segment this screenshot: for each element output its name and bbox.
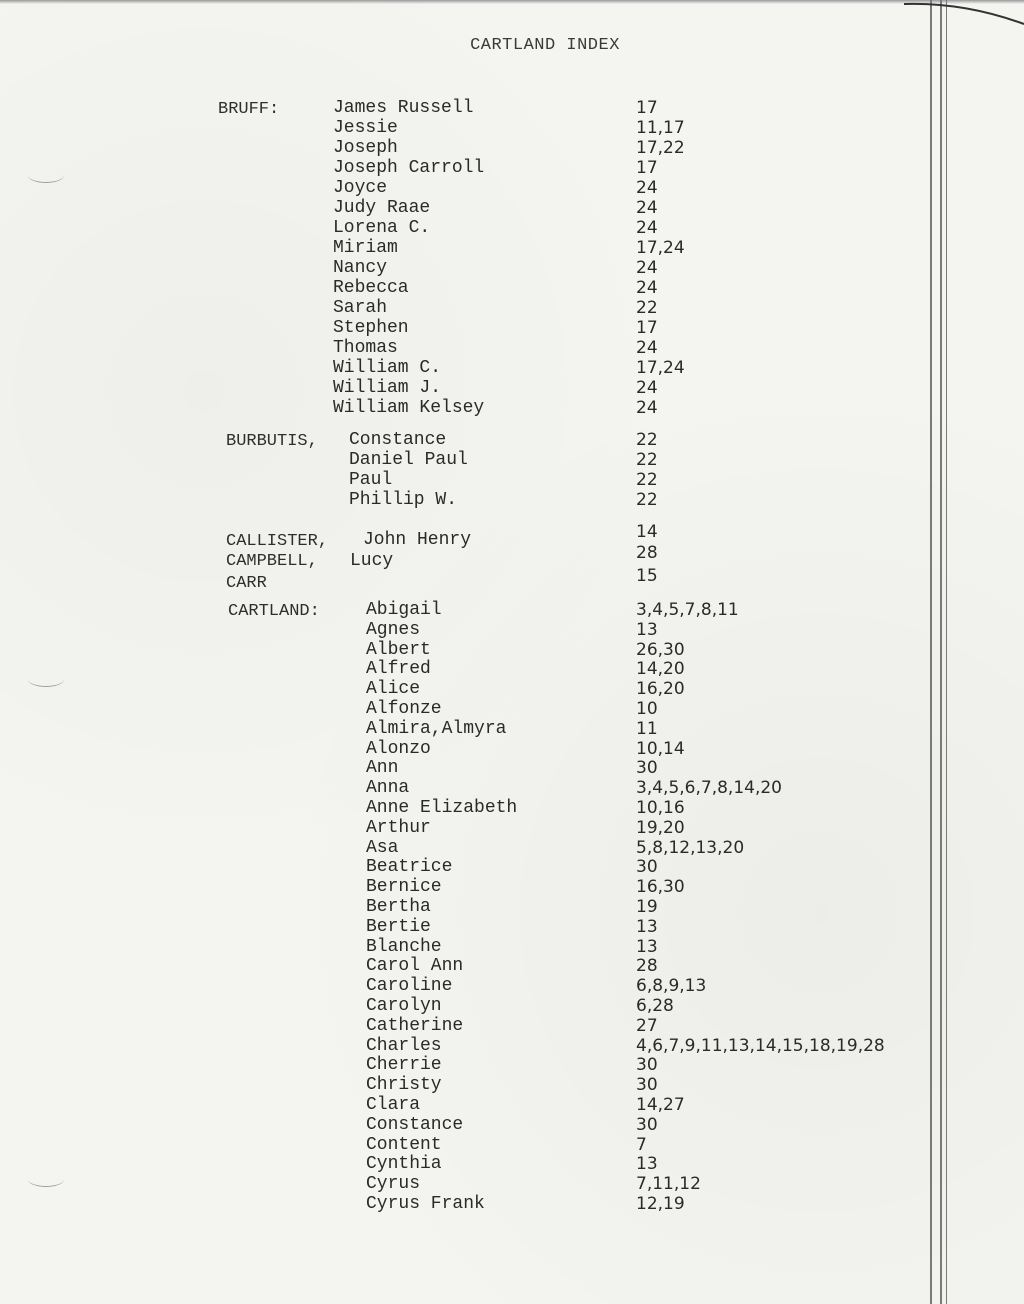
page-references: 6,28 <box>636 996 674 1016</box>
given-name: Constance <box>366 1114 464 1135</box>
given-name: Daniel Paul <box>349 450 468 470</box>
given-name: Miriam <box>333 238 398 258</box>
page-references: 24 <box>636 378 658 398</box>
page-references: 19,20 <box>636 817 685 838</box>
given-name: Thomas <box>333 338 398 358</box>
given-name: Judy Raae <box>333 198 431 218</box>
given-name: Cyrus <box>366 1174 421 1195</box>
page-references: 17 <box>636 318 658 338</box>
page-references: 22 <box>636 490 658 510</box>
page-references: 22 <box>636 450 658 470</box>
page-top-edge <box>0 0 1024 4</box>
page-references: 14,20 <box>636 659 685 680</box>
page-references: 3,4,5,7,8,11 <box>636 600 739 620</box>
given-name: Bernice <box>366 877 442 898</box>
page-references: 30 <box>636 857 658 878</box>
given-name: Phillip W. <box>349 490 458 510</box>
given-name: Alfonze <box>366 699 442 719</box>
page-title: CARTLAND INDEX <box>470 36 620 55</box>
given-name: William Kelsey <box>333 398 485 418</box>
given-name: Cherrie <box>366 1055 442 1076</box>
page-references: 17,22 <box>636 138 685 158</box>
given-name: Stephen <box>333 318 409 338</box>
margin-rule <box>930 0 932 1304</box>
given-name: Anna <box>366 778 410 799</box>
given-name: Paul <box>349 470 393 490</box>
page-references: 24 <box>636 198 658 218</box>
given-name: Charles <box>366 1035 442 1056</box>
page-references: 22 <box>636 298 658 318</box>
page-references: 24 <box>636 218 658 238</box>
page-references: 28 <box>636 956 658 977</box>
margin-rule <box>940 0 942 1304</box>
given-name: Catherine <box>366 1015 464 1036</box>
given-name: Beatrice <box>366 857 453 878</box>
page-references: 13 <box>636 619 658 640</box>
punch-hole-mark <box>28 168 64 183</box>
given-name: Ann <box>366 758 399 779</box>
page-references: 11,17 <box>636 118 685 138</box>
page-references: 17,24 <box>636 238 685 258</box>
given-name: Lorena C. <box>333 218 431 238</box>
given-name: Alonzo <box>366 738 431 759</box>
given-name: Alfred <box>366 659 431 680</box>
given-name: Anne Elizabeth <box>366 798 518 818</box>
given-name: William J. <box>333 378 442 398</box>
given-name: Cyrus Frank <box>366 1194 485 1214</box>
page-references: 15 <box>636 566 658 586</box>
page-references: 4,6,7,9,11,13,14,15,18,19,28 <box>636 1035 885 1056</box>
given-name: Nancy <box>333 258 388 278</box>
page-references: 13 <box>636 916 658 937</box>
page-corner-curl <box>904 0 1024 30</box>
given-name: Carol Ann <box>366 956 464 977</box>
given-name: Carolyn <box>366 996 442 1016</box>
given-name: Arthur <box>366 817 431 838</box>
surname-heading: CAMPBELL, <box>226 552 318 571</box>
page-references: 30 <box>636 1055 658 1076</box>
page-references: 22 <box>636 430 658 450</box>
surname-heading: CALLISTER, <box>226 532 329 551</box>
given-name: Content <box>366 1134 442 1155</box>
given-name: Asa <box>366 837 399 858</box>
surname-heading: CARR <box>226 574 267 593</box>
page-references: 13 <box>636 1154 658 1175</box>
surname-heading: BRUFF: <box>218 100 280 119</box>
given-name: Joyce <box>333 178 388 198</box>
page-references: 10 <box>636 699 658 719</box>
page-references: 5,8,12,13,20 <box>636 837 745 858</box>
page-references: 12,19 <box>636 1194 685 1214</box>
punch-hole-mark <box>28 672 64 687</box>
page-references: 17,24 <box>636 358 685 378</box>
given-name: Joseph Carroll <box>333 158 485 178</box>
page-references: 27 <box>636 1015 658 1036</box>
given-name: Bertie <box>366 916 431 937</box>
page-references: 30 <box>636 1114 658 1135</box>
given-name: Caroline <box>366 976 453 997</box>
given-name: Joseph <box>333 138 398 158</box>
given-name: Clara <box>366 1095 421 1115</box>
page-references: 30 <box>636 758 658 779</box>
page-references: 13 <box>636 936 658 957</box>
given-name: Lucy <box>350 551 394 571</box>
page-references: 24 <box>636 258 658 278</box>
given-name: Constance <box>349 430 447 450</box>
given-name: James Russell <box>333 98 474 118</box>
page-references: 22 <box>636 470 658 490</box>
page-references: 11 <box>636 718 658 739</box>
given-name: Albert <box>366 639 431 660</box>
given-name: William C. <box>333 358 442 378</box>
given-name: Alice <box>366 679 421 700</box>
page-references: 7 <box>636 1134 647 1155</box>
page-references: 24 <box>636 338 658 358</box>
page-references: 14 <box>636 522 658 542</box>
given-name: Blanche <box>366 936 442 957</box>
margin-rule <box>946 0 947 1304</box>
page-references: 24 <box>636 178 658 198</box>
page-references: 16,30 <box>636 877 685 898</box>
page-references: 10,14 <box>636 738 685 759</box>
given-name: Rebecca <box>333 278 409 298</box>
page-references: 24 <box>636 278 658 298</box>
given-name: John Henry <box>363 530 472 550</box>
page-references: 3,4,5,6,7,8,14,20 <box>636 778 782 799</box>
page-references: 26,30 <box>636 639 685 660</box>
given-name: Almira,Almyra <box>366 718 507 739</box>
surname-heading: CARTLAND: <box>228 602 320 621</box>
given-name: Jessie <box>333 118 398 138</box>
given-name: Abigail <box>366 600 442 620</box>
given-name: Christy <box>366 1075 442 1096</box>
given-name: Cynthia <box>366 1154 442 1175</box>
page-references: 24 <box>636 398 658 418</box>
page-references: 19 <box>636 897 658 917</box>
given-name: Agnes <box>366 619 421 640</box>
page-references: 10,16 <box>636 798 685 818</box>
page-references: 7,11,12 <box>636 1174 701 1195</box>
punch-hole-mark <box>28 1172 64 1187</box>
page-references: 17 <box>636 158 658 178</box>
page-references: 16,20 <box>636 679 685 700</box>
page-references: 17 <box>636 98 658 118</box>
surname-heading: BURBUTIS, <box>226 432 318 451</box>
page-references: 6,8,9,13 <box>636 976 707 997</box>
page-references: 30 <box>636 1075 658 1096</box>
page-references: 28 <box>636 543 658 563</box>
page-references: 14,27 <box>636 1095 685 1115</box>
given-name: Sarah <box>333 298 388 318</box>
given-name: Bertha <box>366 897 431 917</box>
